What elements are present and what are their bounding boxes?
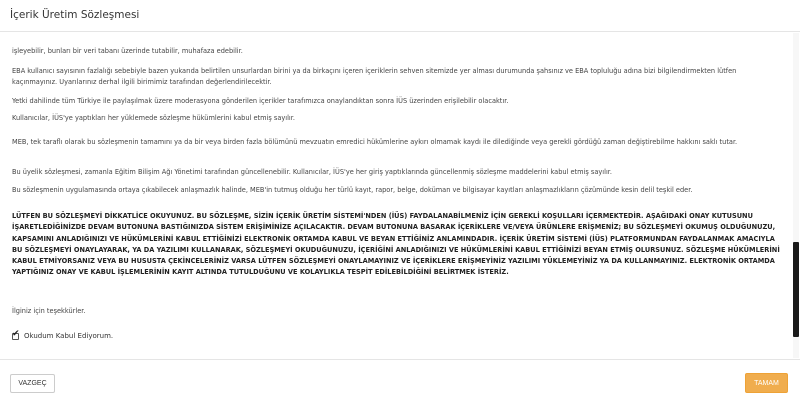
paragraph: Bu üyelik sözleşmesi, zamanla Eğitim Bilişim Ağı Yönetimi tarafından güncellenebilir. Kullanıcılar, İÜS'ye her giriş yaptıklarında güncellenmiş sözleşme maddelerini kabul etmiş sayılır. [12, 168, 613, 176]
paragraph-partial: işleyebilir, bunları bir veri tabanı üzerinde tutabilir, muhafaza edebilir. [12, 47, 243, 55]
modal-title: İçerik Üretim Sözleşmesi [10, 9, 140, 21]
cancel-button[interactable]: VAZGEÇ [10, 374, 55, 393]
paragraph: Kullanıcılar, İÜS'ye yaptıkları her yüklemede sözleşme hükümlerini kabul etmiş sayılır. [12, 114, 295, 122]
ok-button[interactable]: TAMAM [745, 373, 788, 393]
paragraph: Yetki dahilinde tüm Türkiye ile paylaşılmak üzere moderasyona gönderilen içerikler tarafımızca onaylandıktan sonra İÜS üzerinden erişilebilir olacaktır. [12, 97, 509, 105]
paragraph: EBA kullanıcı sayısının fazlalığı sebebiyle bazen yukarıda belirtilen unsurlardan birini ya da birkaçını içeren içeriklerin sehven sitemizde yer alması durumunda şahsınız ve EBA topluluğu adına bizi bilgilendirmekten lütfen kaçınmayınız. Uyarılarınız derhal ilgili birimimiz tarafından değerlendirilecektir. [12, 67, 737, 86]
checkmark-icon: ✔ [12, 328, 20, 339]
modal-body[interactable] [0, 33, 800, 358]
modal-header [0, 0, 800, 32]
paragraph: Bu sözleşmenin uygulamasında ortaya çıkabilecek anlaşmazlık halinde, MEB'in tutmuş olduğu her türlü kayıt, rapor, belge, doküman ve bilgisayar kayıtları anlaşmazlıkların çözümünde kesin delil teşkil eder. [12, 186, 693, 194]
agreement-checkbox[interactable] [12, 328, 20, 340]
modal-footer [0, 359, 800, 400]
agreement-checkbox-row[interactable] [12, 330, 113, 342]
agreement-checkbox-label[interactable]: Okudum Kabul Ediyorum. [24, 332, 114, 340]
thanks-text: İlginiz için teşekkürler. [12, 307, 86, 315]
scrollbar-thumb[interactable] [793, 242, 799, 337]
paragraph: MEB, tek taraflı olarak bu sözleşmenin tamamını ya da bir veya birden fazla bölümünü mevzuatın emredici hükümlerine aykırı olmamak kaydı ile dilediğinde veya gerekli gördüğü zaman değiştirebilme hakkını saklı tutar. [12, 138, 738, 146]
bold-notice: LÜTFEN BU SÖZLEŞMEYİ DİKKATLİCE OKUYUNUZ. BU SÖZLEŞME, SİZİN İÇERİK ÜRETİM SİSTEMİ'NDEN (İÜS) FAYDALANABİLMENİZ İÇİN GEREKLİ KOŞULLARI İÇERMEKTEDİR. AŞAĞIDAKİ ONAY KUTUSUNU İŞARETLEDİĞİNİZDE DEVAM BUTONUNA BASTIĞINIZDA SİSTEM ERİŞİMİNİZE AÇILACAKTIR. DEVAM BUTONUNA BASARAK İÇERİKLERE VE/VEYA ÜRÜNLERE ERİŞMENİZ; BU SÖZLEŞMEYİ OKUMUŞ OLDUĞUNUZU, KAPSAMINI ANLADIĞINIZI VE HÜKÜMLERİNİ KABUL ETTİĞİNİZİ ELEKTRONİK ORTAMDA KABUL VE BEYAN ETTİĞİNİZ ANLAMINDADIR. İÇERİK ÜRETİM SİSTEMİ (İÜS) PLATFORMUNDAN FAYDALANMAK AMACIYLA BU SÖZLEŞMEYİ ONAYLAYARAK, YA DA YAZILIMI KULLANARAK, SÖZLEŞMEYİ OKUDUĞUNUZU, İÇERİĞİNİ ANLADIĞINIZI VE HÜKÜMLERİNİ KABUL ETTİĞİNİZİ BEYAN ETMİŞ OLURSUNUZ. SÖZLEŞME HÜKÜMLERİNİ KABUL ETMİYORSANIZ VEYA BU HUSUSTA ÇEKİNCELERİNİZ VARSA LÜTFEN SÖZLEŞMEYİ ONAYLAMAYINIZ VE İÇERİKLERE ERİŞMEYİNİZ YAZILIMI YÜKLEMEYİNİZ YA DA KULLANMAYINIZ. ELEKTRONİK ORTAMDA YAPTIĞINIZ ONAY VE KABUL İŞLEMLERİNİN KAYIT ALTINDA TUTULDUĞUNU VE KOLAYLIKLA TESPİT EDİLEBİLDİĞİNİ BELİRTMEK İSTERİZ. [12, 212, 780, 277]
